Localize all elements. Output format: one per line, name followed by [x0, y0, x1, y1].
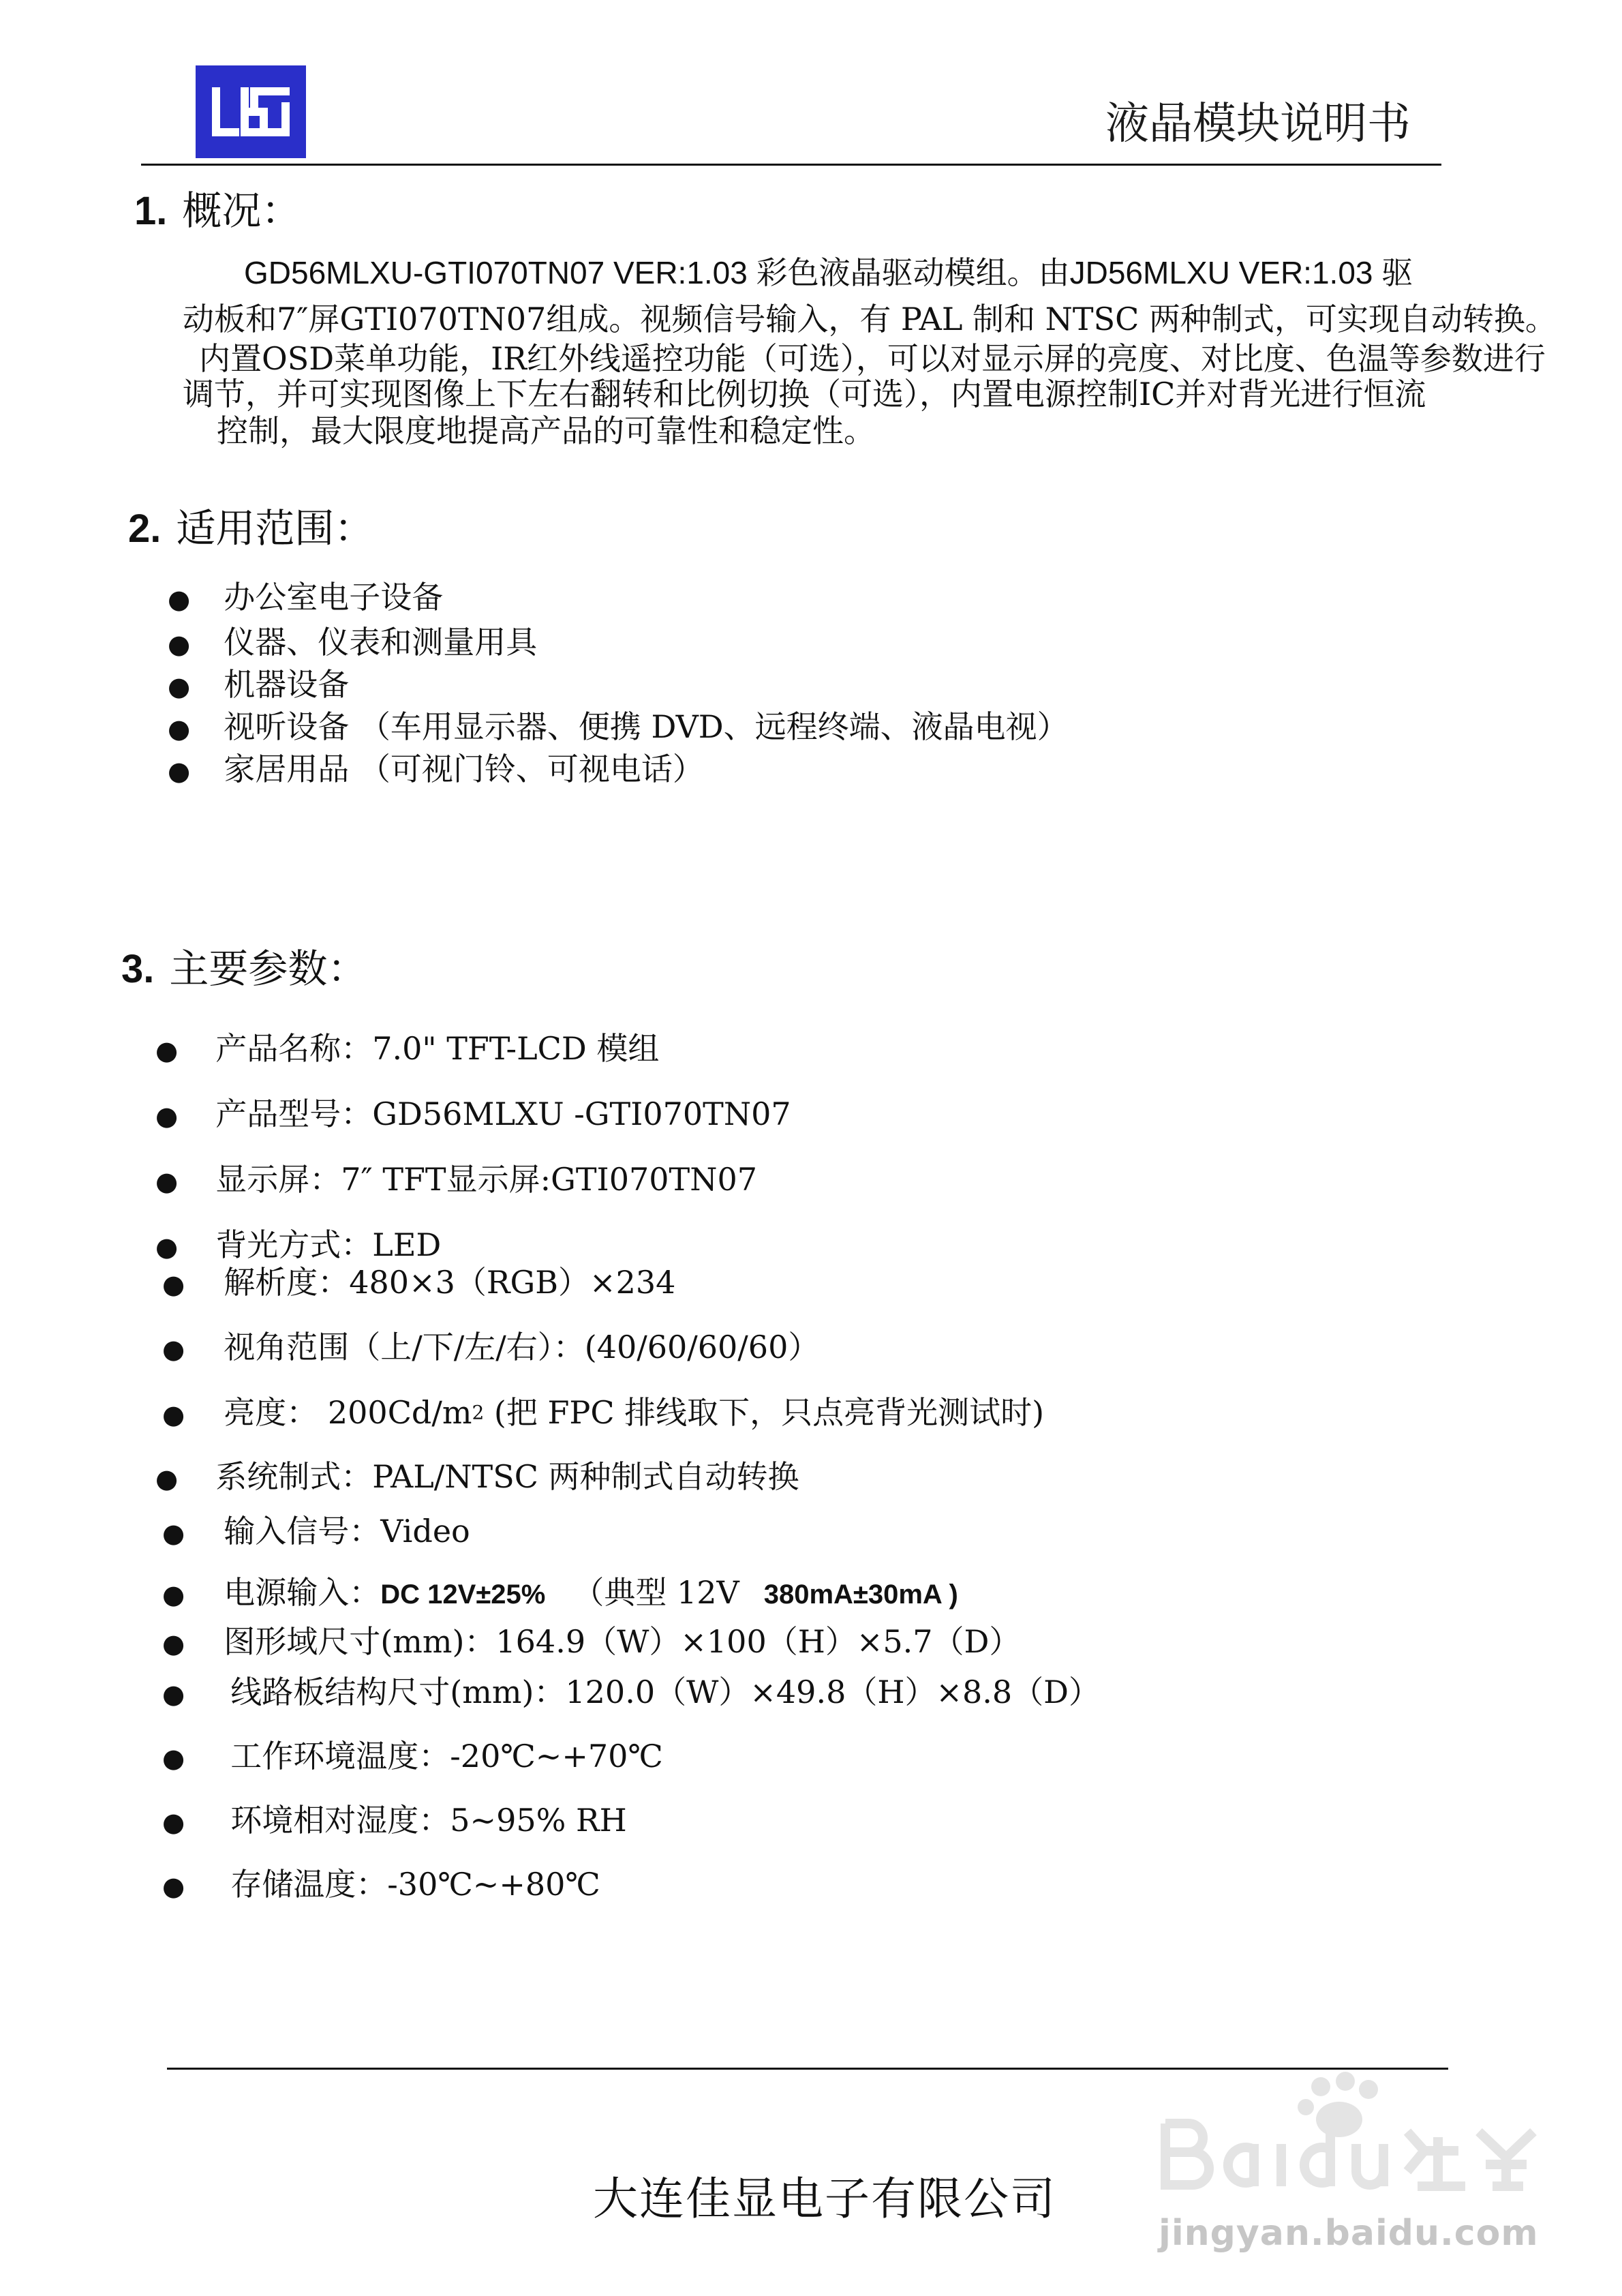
bullet-icon: ● [162, 1580, 185, 1610]
param-item: ● 产品型号：GD56MLXU -GTI070TN07 [155, 1096, 791, 1132]
overview-line-2: 动板和7″屏GTI070TN07组成。视频信号输入，有 PAL 制和 NTSC 两种制式，可实现自动转换。 [183, 301, 1557, 337]
company-name: 大连佳显电子有限公司 [593, 2173, 1056, 2225]
overview-line-3: 内置OSD菜单功能，IR红外线遥控功能（可选），可以对显示屏的亮度、对比度、色温等参数进行 [199, 340, 1546, 377]
power-value: DC 12V±25% [380, 1580, 546, 1610]
bullet-icon: ● [162, 1518, 185, 1548]
bullet-icon: ● [162, 1807, 185, 1837]
overview-line-1: GD56MLXU-GTI070TN07 VER:1.03 彩色液晶驱动模组。由JD56MLXU VER:1.03 驱 [244, 255, 1413, 290]
superscript-2: 2 [472, 1401, 485, 1424]
param-item: ● 视角范围（上/下/左/右）：(40/60/60/60） [162, 1329, 820, 1365]
list-item: ● 机器设备 [168, 666, 350, 703]
bullet-icon: ● [155, 1166, 179, 1196]
param-item: ● 图形域尺寸(mm)：164.9（W）×100（H）×5.7（D） [162, 1623, 1021, 1660]
bullet-icon: ● [162, 1334, 185, 1364]
bullet-icon: ● [162, 1743, 185, 1773]
param-item: ● 输入信号：Video [162, 1513, 470, 1550]
list-item: ● 视听设备 （车用显示器、便携 DVD、远程终端、液晶电视） [168, 708, 1069, 745]
bullet-icon: ● [168, 629, 191, 659]
param-item: ● 环境相对湿度：5~95% RH [162, 1802, 627, 1839]
section-3-heading: 3. 主要参数： [121, 946, 367, 992]
bullet-icon: ● [155, 1232, 179, 1262]
list-item: ● 办公室电子设备 [168, 579, 444, 616]
param-item: ● 显示屏：7″ TFT显示屏:GTI070TN07 [155, 1161, 757, 1198]
list-item: ● 仪器、仪表和测量用具 [168, 624, 538, 661]
bullet-icon: ● [162, 1629, 185, 1659]
param-item: ● 线路板结构尺寸(mm)：120.0（W）×49.8（H）×8.8（D） [162, 1674, 1101, 1710]
power-current: 380mA±30mA ) [763, 1580, 958, 1610]
bullet-icon: ● [155, 1101, 179, 1131]
bullet-icon: ● [155, 1464, 179, 1494]
bullet-icon: ● [162, 1400, 185, 1430]
bullet-icon: ● [162, 1679, 185, 1709]
company-logo [196, 65, 306, 158]
param-item-power: ● 电源输入：DC 12V±25% （典型 12V 380mA±30mA ) [162, 1574, 958, 1611]
section-1-heading: 1. 概况： [134, 187, 301, 234]
bullet-icon: ● [168, 671, 191, 701]
param-item: ● 工作环境温度：-20℃~+70℃ [162, 1738, 663, 1774]
watermark-url: jingyan.baidu.com [1159, 2213, 1539, 2254]
param-item: ● 存储温度：-30℃~+80℃ [162, 1866, 600, 1903]
header-divider [141, 164, 1441, 166]
section-2-heading: 2. 适用范围： [128, 505, 374, 552]
param-item: ● 背光方式：LED [155, 1226, 442, 1263]
bullet-icon: ● [155, 1036, 179, 1066]
bullet-icon: ● [168, 756, 191, 786]
param-item: ● 系统制式：PAL/NTSC 两种制式自动转换 [155, 1458, 799, 1495]
list-item: ● 家居用品 （可视门铃、可视电话） [168, 751, 704, 787]
bullet-icon: ● [168, 714, 191, 744]
bullet-icon: ● [168, 584, 191, 614]
overview-line-4: 调节，并可实现图像上下左右翻转和比例切换（可选），内置电源控制IC并对背光进行恒流 [183, 376, 1426, 412]
param-item: ● 解析度：480×3（RGB）×234 [162, 1264, 676, 1301]
overview-line-5: 控制，最大限度地提高产品的可靠性和稳定性。 [217, 412, 875, 449]
param-item-brightness: ● 亮度： $200Cd/m^2$ (把 FPC 排线取下，只点亮背光测试时) [162, 1394, 1045, 1431]
bullet-icon: ● [162, 1269, 185, 1299]
document-title: 液晶模块说明书 [1105, 99, 1411, 149]
bullet-icon: ● [162, 1871, 185, 1901]
param-item: ● 产品名称：7.0" TFT-LCD 模组 [155, 1030, 660, 1067]
